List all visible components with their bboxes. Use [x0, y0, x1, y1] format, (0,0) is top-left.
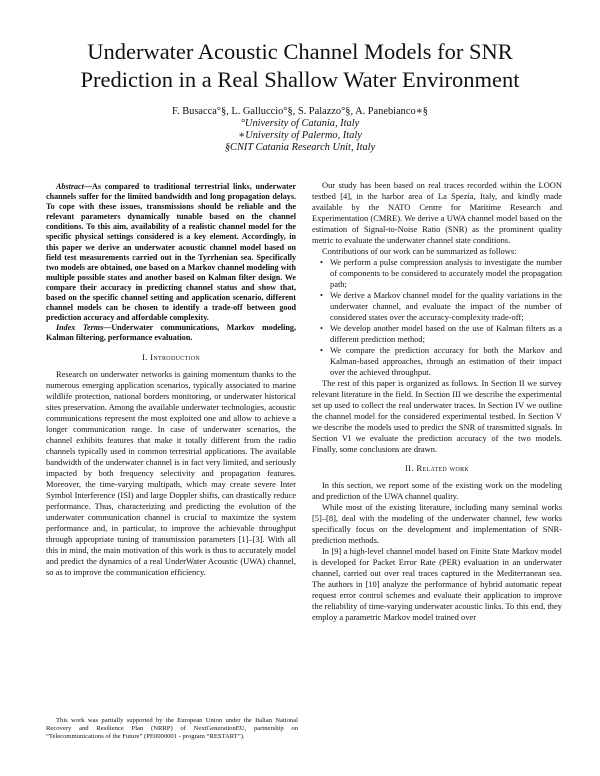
list-item: • We compare the prediction accuracy for both the Markov and Kalman-based approaches, through an estimation of their impact over the achieved throughput.: [330, 345, 562, 378]
abstract: [46, 182, 296, 323]
affiliation-catania: °University of Catania, Italy: [240, 118, 360, 129]
list-item: • We derive a Markov channel model for the quality variations in the underwater channel, and evaluate the impact of the number of considered states over the accuracy-complexity trade-off;: [330, 290, 562, 323]
organization-paragraph: The rest of this paper is organized as follows. In Section II we survey relevant literature in the field. In Section III we describe the experimental set up used to collect the real underwater traces. In Section IV we outline the channel model for the considered experimental testbed. In Section V we describe the models used to predict the SNR of transmitted signals. In Section VI we evaluate the prediction accuracy of the two models. Finally, some conclusions are drawn.: [312, 378, 562, 454]
list-item: • We develop another model based on the use of Kalman filters as a different prediction method;: [330, 323, 562, 345]
title-line-1: Underwater Acoustic Channel Models for SNR: [87, 39, 513, 64]
section-heading-related-work: II. Related work: [404, 463, 470, 473]
left-column: [46, 182, 296, 578]
intro-paragraph: Research on underwater networks is gaining momentum thanks to the numerous emerging application scenarios, typically associated to marine wildlife protection, national borders monitoring, or underwater historical sites preservation. Among the available underwater technologies, acoustic communications represent the most exploited one and allow to achieve a longer communication range. In case of underwater scenarios, the channel exhibits features that make it totally different from the radio channels typically used in common terrestrial applications. The available bandwidth of the underwater channel is in fact very limited, and seriously impacted by both frequency selectivity and propagation features. Moreover, the time-varying multipath, which may create severe Inter Symbol Interference (ISI) and large Doppler shifts, can drastically reduce performance. Thus, characterizing and predicting the evolution of the underwater communication channel is crucial to maximize the system performance and, in particular, to improve the achievable throughput through appropriate tuning of transmission parameters [1]–[3]. With all this in mind, the main motivation of this work is thus to accurately model and predict the dynamics of a real UnderWater Acoustic (UWA) channel, so as to improve the communication efficiency.: [46, 368, 296, 577]
index-terms-label: Index Terms—: [56, 323, 112, 333]
title-line-2: Prediction in a Real Shallow Water Environment: [80, 67, 520, 92]
paper-title: [40, 38, 560, 94]
index-terms-text: Underwater communications, Markov modeling, Kalman filtering, performance evaluation.: [46, 323, 297, 343]
abstract-text: As compared to traditional terrestrial links, underwater channels suffer for the limited bandwidth and long propagation delays. To cope with these issues, transmissions should be reliable and the relevant parameters dynamically tunable based on the channel conditions. To this aim, availability of a realistic channel model for the specific physical settings considered is a key element. Accordingly, in this paper we derive an underwater acoustic channel model based on field test measurements carried out in the Tyrrhenian sea. Specifically two models are obtained, one based on a Markov channel modeling with multiple possible states and another based on Kalman filter design. We compare their accuracy in predicting channel status and show that, based on the specific channel setting and application scenario, different channel models can be chosen to identify a trade-off between good prediction accuracy and affordable complexity.: [46, 182, 296, 323]
section-heading-introduction: I. Introduction: [141, 351, 201, 362]
affiliation-palermo: ∗University of Palermo, Italy: [238, 130, 362, 141]
contributions-intro: Contributions of our work can be summarized as follows:: [322, 246, 517, 256]
related-paragraph-3: In [9] a high-level channel model based on Finite State Markov model is developed for Packet Error Rate (PER) evaluation in an underwater channel, carried out over real traces captured in the Mediterranean sea. The authors in [10] analyze the performance of hybrid automatic repeat request error control schemes and evaluate their application to improve the reliability of time-varying underwater acoustic links. To this end, they employ a parametric Markov model trained over: [312, 546, 562, 622]
author-block: [60, 106, 540, 154]
index-terms: [46, 323, 296, 343]
abstract-label: Abstract—: [56, 182, 92, 191]
related-paragraph-2: While most of the existing literature, including many seminal works [5]–[8], deal with the modeling of the underwater channel, few works specifically focus on the development and implementation of SNR-prediction methods.: [312, 502, 562, 545]
related-paragraph-1: In this section, we report some of the existing work on the modeling and prediction of the UWA channel quality.: [312, 480, 562, 501]
affiliation-cnit: §CNIT Catania Research Unit, Italy: [224, 142, 376, 153]
author-list: F. Busacca°§, L. Galluccio°§, S. Palazzo°§, A. Panebianco∗§: [172, 106, 428, 117]
study-paragraph: Our study has been based on real traces recorded within the LOON testbed [4], in the harbor area of La Spezia, Italy, and kindly made available by the NATO Centre for Maritime Research and Experimentation (CMRE). We derive a UWA channel model based on the estimation of Signal-to-Noise Ratio (SNR) as the prominent quality metric to evaluate the underwater channel state conditions.: [312, 180, 562, 245]
right-column: [312, 180, 562, 623]
contributions-list: [312, 257, 562, 378]
footnote: This work was partially supported by the European Union under the Italian National Recovery and Resilience Plan (NRRP) of NextGenerationEU, partnership on “Telecommunications of the Future” (PE0000001 - program “RESTART”).: [46, 717, 298, 740]
list-item: • We perform a pulse compression analysis to investigate the number of components to be considered to accurately model the propagation path;: [330, 257, 562, 290]
